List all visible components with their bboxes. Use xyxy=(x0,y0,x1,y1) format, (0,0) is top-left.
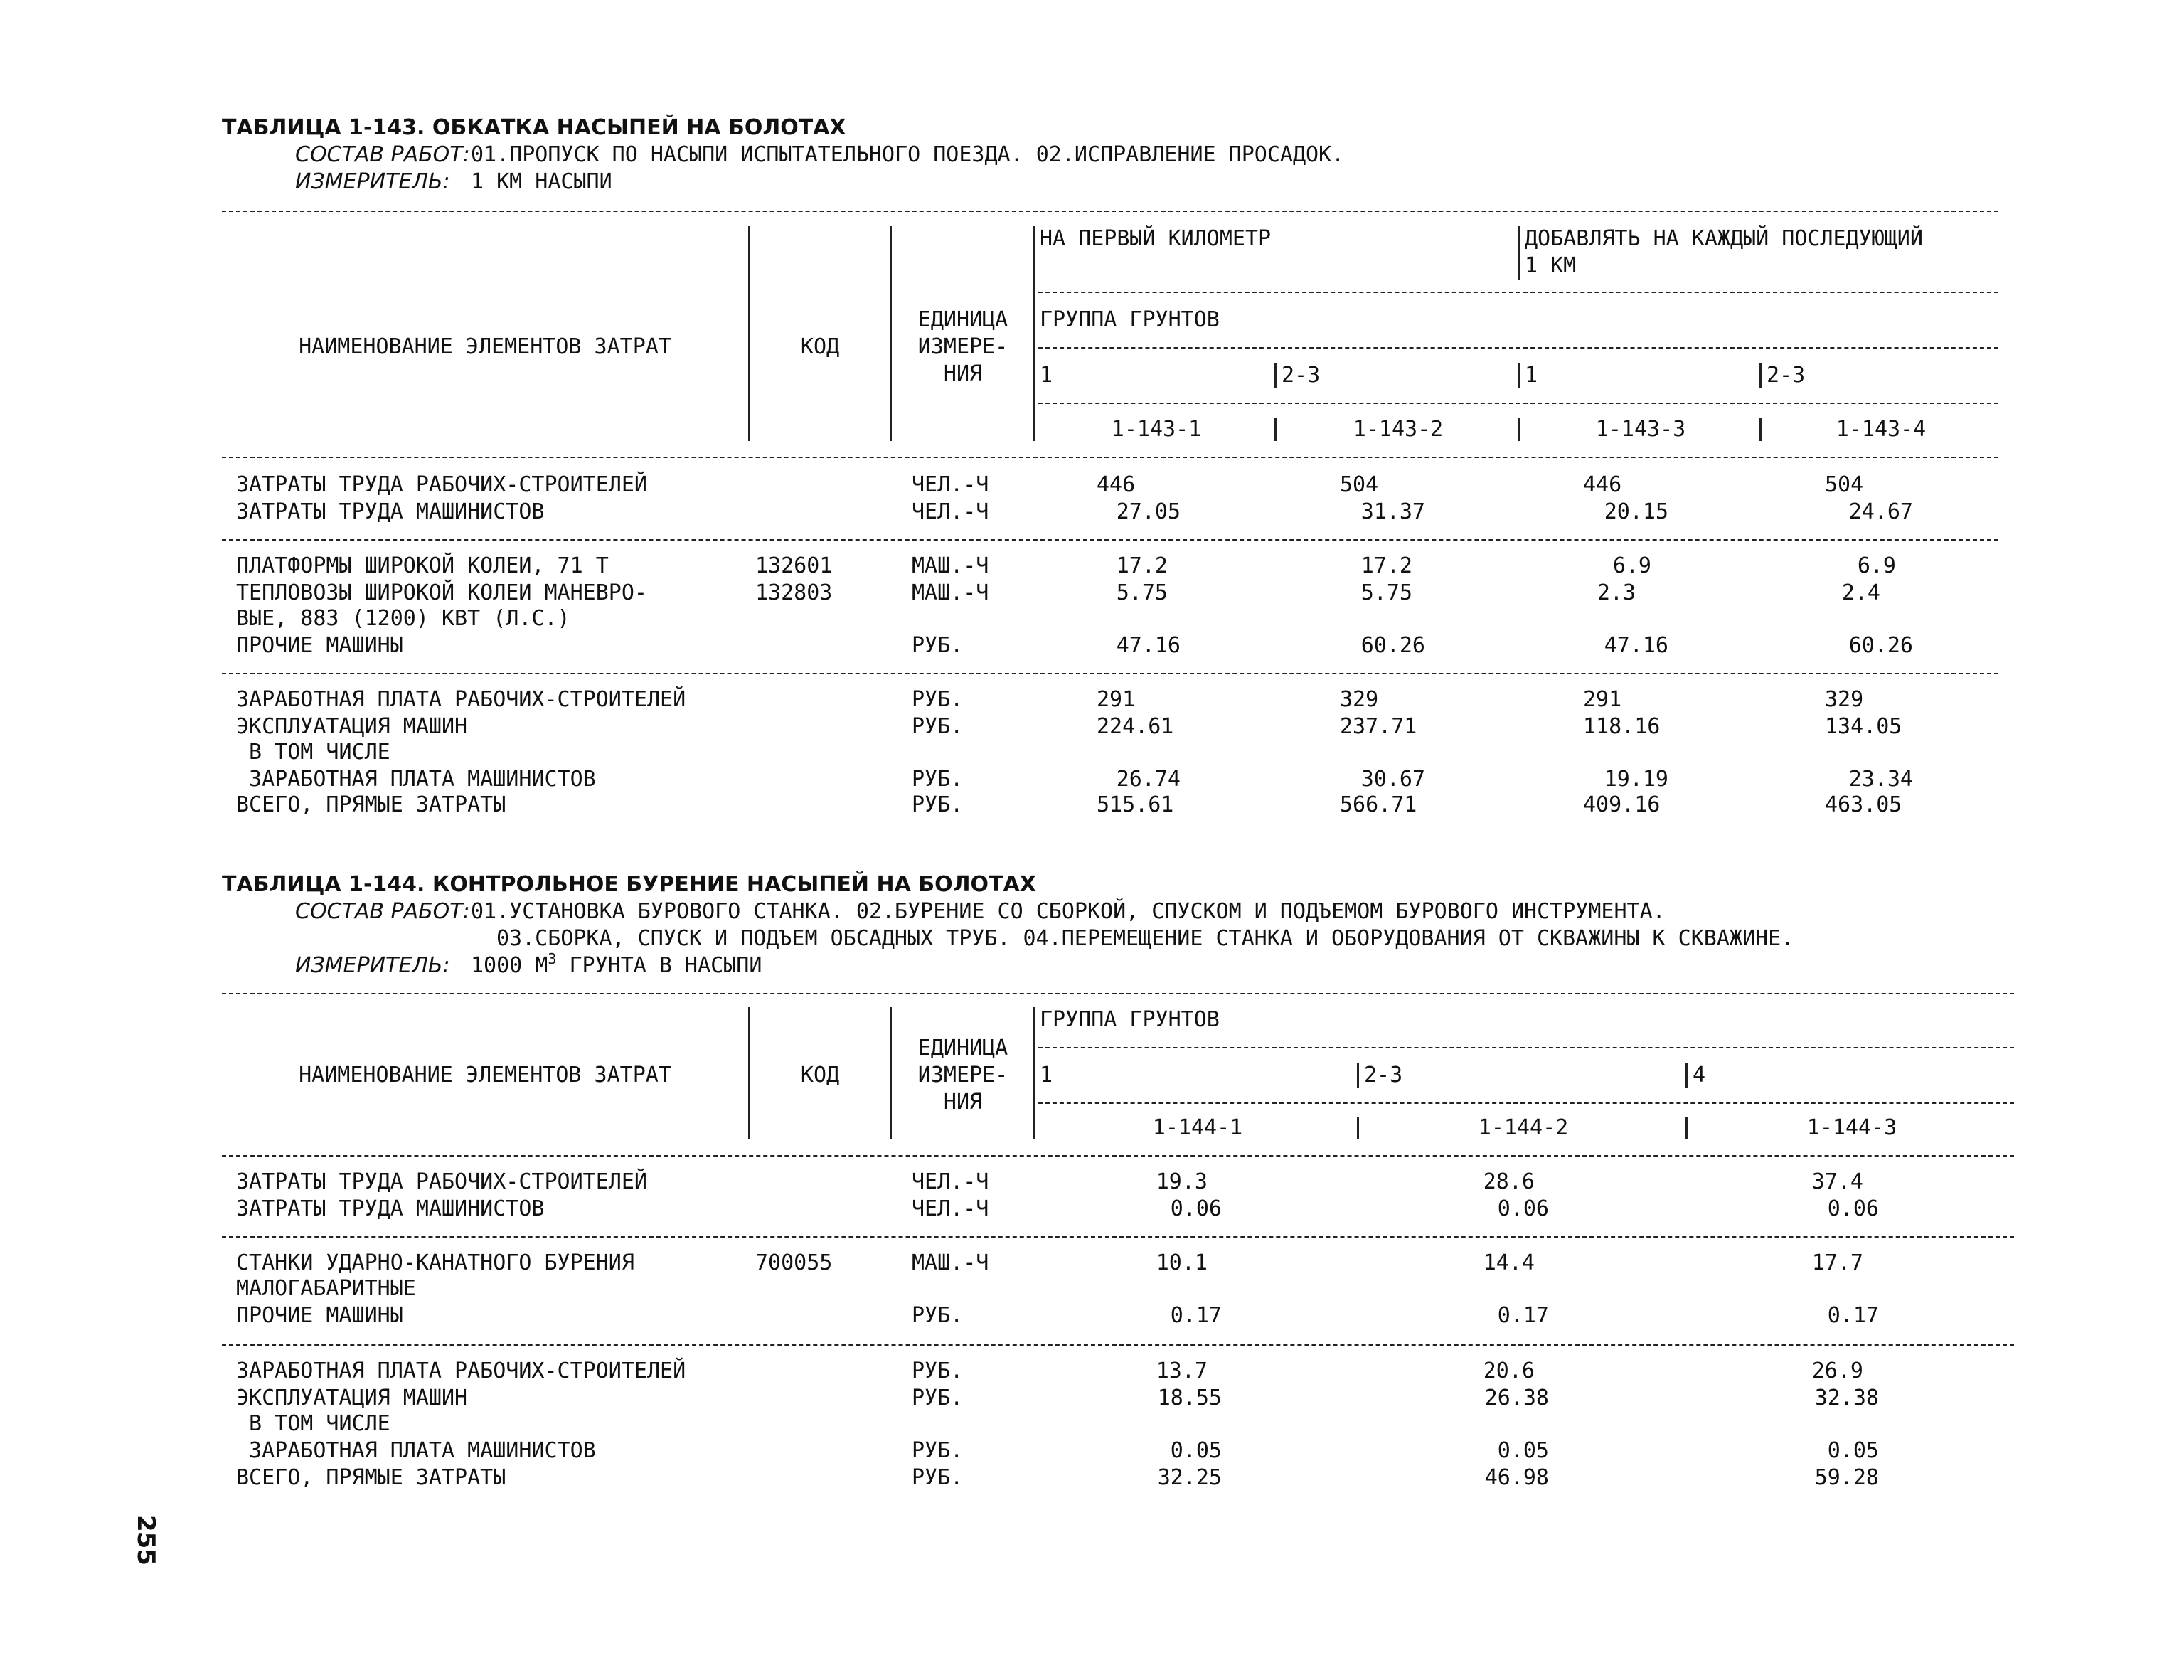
table-143-cell: 30.67 xyxy=(1360,767,1425,792)
table-143-row-unit: МАШ.-Ч xyxy=(912,580,989,605)
table-143-code-col: 1-143-2 xyxy=(1353,417,1444,442)
table-143-cell: 6.9 xyxy=(1612,553,1651,578)
table-143-row-name: ЗАТРАТЫ ТРУДА РАБОЧИХ-СТРОИТЕЛЕЙ xyxy=(236,472,647,497)
table-143-cell: 291 xyxy=(1097,687,1136,712)
table-143-header-bottom-rule xyxy=(222,457,1998,458)
table-143-unit-label: ИЗМЕРИТЕЛЬ: xyxy=(295,169,450,194)
table-144-unit-text: 1000 $М^3$ ГРУНТА В НАСЫПИ xyxy=(471,950,762,978)
table-143-cell: 515.61 xyxy=(1097,792,1174,817)
table-144-cell: 0.05 xyxy=(1827,1438,1879,1463)
table-144-top-rule xyxy=(222,993,2014,994)
table-144-row-name: ЗАРАБОТНАЯ ПЛАТА РАБОЧИХ-СТРОИТЕЛЕЙ xyxy=(236,1359,686,1383)
table-144-row-unit: ЧЕЛ.-Ч xyxy=(912,1196,989,1221)
table-143-row-name: ПРОЧИЕ МАШИНЫ xyxy=(236,633,403,658)
table-143-cell: 463.05 xyxy=(1825,792,1902,817)
table-144-cell: 26.38 xyxy=(1484,1386,1549,1410)
page-number: 255 xyxy=(132,1515,160,1565)
table-143-col-divider xyxy=(1759,418,1762,441)
table-144-cell: 59.28 xyxy=(1814,1465,1879,1490)
table-144-cell: 0.06 xyxy=(1827,1196,1879,1221)
table-143-header-rule xyxy=(1038,403,1998,404)
table-143-cell: 237.71 xyxy=(1340,714,1417,739)
table-143-cell: 118.16 xyxy=(1583,714,1661,739)
table-143-cell: 24.67 xyxy=(1848,499,1913,524)
table-143-cell: 17.2 xyxy=(1116,553,1168,578)
table-144-code-col: 1-144-2 xyxy=(1478,1115,1569,1140)
table-143-row-unit: РУБ. xyxy=(912,792,964,817)
table-144-cell: 0.05 xyxy=(1497,1438,1549,1463)
table-144-row-name: ВСЕГО, ПРЯМЫЕ ЗАТРАТЫ xyxy=(236,1465,506,1490)
table-144-cell: 0.05 xyxy=(1170,1438,1222,1463)
table-143-col-divider xyxy=(1033,226,1035,441)
table-144-row-name: ЗАТРАТЫ ТРУДА РАБОЧИХ-СТРОИТЕЛЕЙ xyxy=(236,1169,647,1194)
table-144-row-unit: ЧЕЛ.-Ч xyxy=(912,1169,989,1194)
table-144-group: 4 xyxy=(1693,1063,1706,1088)
table-144-header-bottom-rule xyxy=(222,1155,2014,1157)
table-144-header-code: КОД xyxy=(800,1063,840,1088)
table-144-cell: 26.9 xyxy=(1811,1359,1863,1383)
table-143-row-name: ВСЕГО, ПРЯМЫЕ ЗАТРАТЫ xyxy=(236,792,506,817)
table-144-group-rule xyxy=(222,1344,2014,1346)
table-143-cell: 6.9 xyxy=(1857,553,1896,578)
table-143-title: ТАБЛИЦА 1-143. ОБКАТКА НАСЫПЕЙ НА БОЛОТАХ xyxy=(222,115,846,140)
table-143-code-col: 1-143-4 xyxy=(1836,417,1927,442)
table-144-cell: 20.6 xyxy=(1483,1359,1535,1383)
table-144-code-col: 1-144-3 xyxy=(1806,1115,1897,1140)
table-143-row-name: ЗАТРАТЫ ТРУДА МАШИНИСТОВ xyxy=(236,499,545,524)
table-143-group: 1 xyxy=(1040,363,1053,388)
table-143-work-label: СОСТАВ РАБОТ: xyxy=(295,142,470,167)
table-144-row-unit: РУБ. xyxy=(912,1465,964,1490)
table-143-top-rule xyxy=(222,211,1998,212)
table-144-header-unit-1: ЕДИНИЦА xyxy=(917,1036,1008,1060)
table-144-row-unit: РУБ. xyxy=(912,1438,964,1463)
table-143-row-unit: ЧЕЛ.-Ч xyxy=(912,499,989,524)
table-143-header-add-2: 1 КМ xyxy=(1525,253,1577,278)
table-143-group: 2-3 xyxy=(1282,363,1321,388)
table-143-row-unit: РУБ. xyxy=(912,714,964,739)
table-143-row-name: ПЛАТФОРМЫ ШИРОКОЙ КОЛЕИ, 71 Т xyxy=(236,553,609,578)
table-143-row-unit: РУБ. xyxy=(912,767,964,792)
table-143-cell: 329 xyxy=(1340,687,1379,712)
table-144-header-group: ГРУППА ГРУНТОВ xyxy=(1040,1007,1220,1032)
table-143-cell: 26.74 xyxy=(1116,767,1181,792)
table-144-cell: 0.06 xyxy=(1170,1196,1222,1221)
table-143-header-unit-3: НИЯ xyxy=(943,361,983,386)
table-143-cell: 19.19 xyxy=(1604,767,1668,792)
table-143-cell: 5.75 xyxy=(1360,580,1412,605)
table-144-cell: 28.6 xyxy=(1483,1169,1535,1194)
table-143-group: 1 xyxy=(1525,363,1538,388)
table-144-row-name: СТАНКИ УДАРНО-КАНАТНОГО БУРЕНИЯ xyxy=(236,1250,634,1275)
table-144-row-code: 700055 xyxy=(755,1250,833,1275)
table-144-col-divider xyxy=(890,1007,892,1139)
table-143-row-name: ЭКСПЛУАТАЦИЯ МАШИН xyxy=(236,714,468,739)
table-143-header-group: ГРУППА ГРУНТОВ xyxy=(1040,307,1220,332)
table-143-work-text: 01.ПРОПУСК ПО НАСЫПИ ИСПЫТАТЕЛЬНОГО ПОЕЗДА. 02.ИСПРАВЛЕНИЕ ПРОСАДОК. xyxy=(471,142,1345,167)
table-144-row-unit: РУБ. xyxy=(912,1386,964,1410)
table-144-title: ТАБЛИЦА 1-144. КОНТРОЛЬНОЕ БУРЕНИЕ НАСЫПЕЙ НА БОЛОТАХ xyxy=(222,872,1036,897)
table-144-group-rule xyxy=(222,1236,2014,1238)
table-143-code-col: 1-143-1 xyxy=(1111,417,1202,442)
table-143-row-code: 132803 xyxy=(755,580,833,605)
table-144-header-unit-2: ИЗМЕРЕ- xyxy=(917,1063,1008,1088)
table-144-cell: 13.7 xyxy=(1156,1359,1208,1383)
table-144-col-divider xyxy=(1357,1063,1359,1088)
table-143-header-unit-1: ЕДИНИЦА xyxy=(917,307,1008,332)
table-143-cell: 329 xyxy=(1825,687,1864,712)
table-143-cell: 60.26 xyxy=(1848,633,1913,658)
table-143-code-col: 1-143-3 xyxy=(1595,417,1686,442)
table-143-cell: 446 xyxy=(1583,472,1622,497)
table-144-cell: 10.1 xyxy=(1156,1250,1208,1275)
table-143-header-code: КОД xyxy=(800,334,840,359)
table-144-cell: 37.4 xyxy=(1811,1169,1863,1194)
table-143-row-unit: РУБ. xyxy=(912,687,964,712)
table-144-header-name: НАИМЕНОВАНИЕ ЭЛЕМЕНТОВ ЗАТРАТ xyxy=(299,1063,671,1088)
table-143-col-divider xyxy=(1518,363,1520,388)
table-144-row-name: МАЛОГАБАРИТНЫЕ xyxy=(236,1276,416,1301)
table-144-work-text-2: 03.СБОРКА, СПУСК И ПОДЪЕМ ОБСАДНЫХ ТРУБ. 04.ПЕРЕМЕЩЕНИЕ СТАНКА И ОБОРУДОВАНИЯ ОТ СКВАЖИНЫ К СКВАЖИНЕ. xyxy=(496,926,1794,951)
table-143-group: 2-3 xyxy=(1767,363,1806,388)
table-143-cell: 47.16 xyxy=(1116,633,1181,658)
table-144-col-divider xyxy=(748,1007,750,1139)
table-144-col-divider xyxy=(1357,1117,1359,1139)
table-144-header-rule xyxy=(1038,1047,2014,1048)
table-143-row-unit: МАШ.-Ч xyxy=(912,553,989,578)
table-143-cell: 134.05 xyxy=(1825,714,1902,739)
table-143-row-unit: ЧЕЛ.-Ч xyxy=(912,472,989,497)
table-143-col-divider xyxy=(1759,363,1762,388)
table-143-cell: 446 xyxy=(1097,472,1136,497)
table-143-cell: 409.16 xyxy=(1583,792,1661,817)
table-143-cell: 291 xyxy=(1583,687,1622,712)
table-143-unit-text: 1 КМ НАСЫПИ xyxy=(471,169,612,194)
table-144-row-name: ЗАТРАТЫ ТРУДА МАШИНИСТОВ xyxy=(236,1196,545,1221)
table-144-cell: 0.17 xyxy=(1170,1303,1222,1328)
table-143-cell: 504 xyxy=(1825,472,1864,497)
table-143-cell: 47.16 xyxy=(1604,633,1668,658)
table-143-cell: 224.61 xyxy=(1097,714,1174,739)
table-144-cell: 14.4 xyxy=(1483,1250,1535,1275)
table-144-row-name: ПРОЧИЕ МАШИНЫ xyxy=(236,1303,403,1328)
table-144-row-unit: РУБ. xyxy=(912,1303,964,1328)
table-143-col-divider xyxy=(748,226,750,441)
table-143-col-divider xyxy=(890,226,892,441)
table-144-cell: 0.17 xyxy=(1497,1303,1549,1328)
table-143-header-first-km: НА ПЕРВЫЙ КИЛОМЕТР xyxy=(1040,226,1272,251)
table-143-row-name: ВЫЕ, 883 (1200) КВТ (Л.С.) xyxy=(236,606,570,631)
table-144-group: 1 xyxy=(1040,1063,1053,1088)
table-144-row-name: В ТОМ ЧИСЛЕ xyxy=(236,1411,390,1436)
table-144-unit-label: ИЗМЕРИТЕЛЬ: xyxy=(295,953,450,978)
table-143-header-name: НАИМЕНОВАНИЕ ЭЛЕМЕНТОВ ЗАТРАТ xyxy=(299,334,671,359)
table-143-col-divider xyxy=(1518,418,1520,441)
table-144-cell: 0.17 xyxy=(1827,1303,1879,1328)
table-144-header-rule xyxy=(1038,1102,2014,1104)
table-144-code-col: 1-144-1 xyxy=(1152,1115,1243,1140)
table-143-cell: 2.4 xyxy=(1841,580,1880,605)
table-144-work-text-1: 01.УСТАНОВКА БУРОВОГО СТАНКА. 02.БУРЕНИЕ СО СБОРКОЙ, СПУСКОМ И ПОДЪЕМОМ БУРОВОГО ИНСТРУМЕНТА. xyxy=(471,899,1666,924)
table-144-cell: 18.55 xyxy=(1157,1386,1222,1410)
table-143-header-rule xyxy=(1038,347,1998,349)
table-143-row-unit: РУБ. xyxy=(912,633,964,658)
table-144-col-divider xyxy=(1685,1063,1688,1088)
table-143-cell: 504 xyxy=(1340,472,1379,497)
table-144-cell: 46.98 xyxy=(1484,1465,1549,1490)
table-143-group-rule xyxy=(222,539,1998,541)
table-143-cell: 31.37 xyxy=(1360,499,1425,524)
table-143-row-name: В ТОМ ЧИСЛЕ xyxy=(236,740,390,765)
table-143-col-divider xyxy=(1274,418,1277,441)
table-144-col-divider xyxy=(1685,1117,1688,1139)
table-143-row-name: ЗАРАБОТНАЯ ПЛАТА МАШИНИСТОВ xyxy=(236,767,596,792)
table-143-header-unit-2: ИЗМЕРЕ- xyxy=(917,334,1008,359)
table-143-row-name: ТЕПЛОВОЗЫ ШИРОКОЙ КОЛЕИ МАНЕВРО- xyxy=(236,580,647,605)
table-143-cell: 27.05 xyxy=(1116,499,1181,524)
table-143-header-add-1: ДОБАВЛЯТЬ НА КАЖДЫЙ ПОСЛЕДУЮЩИЙ xyxy=(1525,226,1923,251)
table-144-cell: 19.3 xyxy=(1156,1169,1208,1194)
table-143-header-rule xyxy=(1038,292,1998,293)
table-143-col-divider xyxy=(1274,363,1277,388)
table-143-cell: 566.71 xyxy=(1340,792,1417,817)
table-143-cell: 23.34 xyxy=(1848,767,1913,792)
table-144-cell: 0.06 xyxy=(1497,1196,1549,1221)
table-144-row-unit: МАШ.-Ч xyxy=(912,1250,989,1275)
table-143-row-code: 132601 xyxy=(755,553,833,578)
table-144-row-unit: РУБ. xyxy=(912,1359,964,1383)
table-143-cell: 60.26 xyxy=(1360,633,1425,658)
table-144-work-label: СОСТАВ РАБОТ: xyxy=(295,899,470,924)
table-143-cell: 5.75 xyxy=(1116,580,1168,605)
table-143-group-rule xyxy=(222,673,1998,674)
table-143-col-divider xyxy=(1518,226,1520,280)
table-144-group: 2-3 xyxy=(1364,1063,1403,1088)
table-143-cell: 17.2 xyxy=(1360,553,1412,578)
table-144-header-unit-3: НИЯ xyxy=(943,1090,983,1115)
table-144-row-name: ЗАРАБОТНАЯ ПЛАТА МАШИНИСТОВ xyxy=(236,1438,596,1463)
table-144-cell: 32.38 xyxy=(1814,1386,1879,1410)
table-144-col-divider xyxy=(1033,1007,1035,1139)
table-144-cell: 17.7 xyxy=(1811,1250,1863,1275)
table-144-cell: 32.25 xyxy=(1157,1465,1222,1490)
table-143-cell: 20.15 xyxy=(1604,499,1668,524)
table-143-row-name: ЗАРАБОТНАЯ ПЛАТА РАБОЧИХ-СТРОИТЕЛЕЙ xyxy=(236,687,686,712)
table-143-cell: 2.3 xyxy=(1597,580,1636,605)
table-144-row-name: ЭКСПЛУАТАЦИЯ МАШИН xyxy=(236,1386,468,1410)
